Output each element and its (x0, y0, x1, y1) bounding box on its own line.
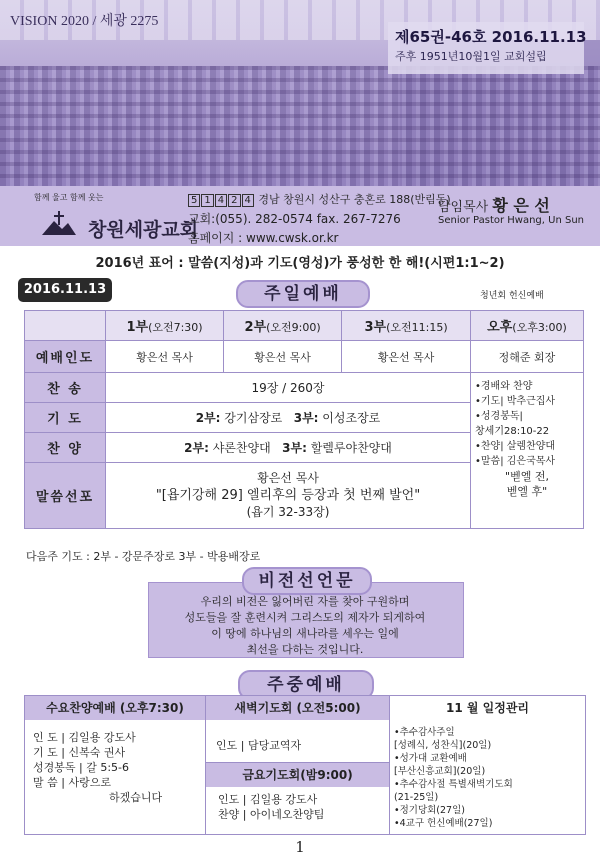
prayer-label: 기 도 (25, 403, 106, 433)
dawn-leader: 인도 | 담당교역자 (216, 739, 302, 752)
wednesday-row: 성경봉독 | 갈 5:5-6 (33, 761, 129, 774)
vision-line: 이 땅에 하나님의 새나라를 세우는 일에 (211, 627, 399, 640)
wednesday-row: 말 씀 | 사랑으로 (33, 776, 111, 789)
church-slogan: 함께 울고 함께 웃는 (34, 193, 104, 202)
schedule-title: 11 월 일정관리 (390, 696, 585, 720)
church-phone: 교회:(055). 282-0574 fax. 267-7276 (188, 212, 401, 226)
vision-statement-heading: 비전선언문 (242, 567, 372, 595)
postal-digit: 4 (215, 194, 227, 207)
schedule-item: •4교구 헌신예배(27일) (394, 818, 493, 829)
youth-note: 청년회 헌신예배 (480, 291, 544, 301)
service-1-header: 1부(오전7:30) (106, 311, 224, 341)
schedule-item: (21-25일) (394, 792, 439, 803)
friday-details (218, 792, 324, 822)
service-2-header: 2부(오전9:00) (224, 311, 342, 341)
dawn-title: 새벽기도회 (오전5:00) (206, 696, 389, 720)
sermon-preacher: 황은선 목사 (257, 471, 319, 485)
vision-line: 최선을 다하는 것입니다. (246, 643, 364, 656)
address-text: 경남 창원시 성산구 충혼로 188(반림동) (258, 193, 451, 206)
corner-cell (25, 311, 106, 341)
friday-row: 인도 | 김일용 강도사 (218, 793, 318, 806)
vision-statement-text (148, 594, 462, 658)
postal-digit: 4 (242, 194, 254, 207)
hymn-numbers: 19장 / 260장 (106, 373, 471, 403)
leader-1: 황은선 목사 (106, 341, 224, 373)
wednesday-row: 기 도 | 신복숙 권사 (33, 746, 126, 759)
page-number: 1 (295, 838, 305, 856)
year-motto: 2016년 표어 : 말씀(지성)과 기도(영성)가 풍성한 한 해!(시편1:1~2) (95, 256, 505, 271)
schedule-list (394, 726, 582, 830)
sunday-service-table (24, 310, 584, 529)
schedule-item: •정기당회(27일) (394, 805, 465, 816)
friday-row: 찬양 | 아이네오찬양팀 (218, 808, 325, 821)
afternoon-item: 창세기28:10-22 (475, 426, 550, 437)
friday-title: 금요기도회(밤9:00) (206, 762, 389, 787)
afternoon-item: •경배와 찬양 (475, 381, 533, 392)
leader-2: 황은선 목사 (224, 341, 342, 373)
date-badge: 2016.11.13 (18, 278, 112, 302)
vision-line: 우리의 비전은 잃어버린 자를 찾아 구원하며 (200, 595, 410, 608)
afternoon-item: •기도| 박추근집사 (475, 396, 556, 407)
schedule-item: [성례식, 성찬식](20일) (394, 740, 492, 751)
afternoon-item: •성경봉독| (475, 411, 523, 422)
schedule-item: •추수감사주일 (394, 727, 455, 738)
afternoon-header: 오후(오후3:00) (471, 311, 584, 341)
sunday-service-heading: 주일예배 (236, 280, 370, 308)
wednesday-details (33, 730, 203, 805)
afternoon-item: •말씀| 김은국목사 (475, 456, 556, 467)
postal-digit: 1 (201, 194, 213, 207)
prayer-assignments: 2부: 강기삼장로 3부: 이성조장로 (106, 403, 471, 433)
founded-date: 주후 1951년10월1일 교회설립 (395, 50, 547, 63)
sermon-label: 말씀선포 (25, 463, 106, 529)
hymn-label: 찬 송 (25, 373, 106, 403)
church-address (188, 191, 451, 207)
pastor-name: 황 은 선 (492, 196, 550, 215)
church-name: 창원세광교회 (88, 219, 199, 241)
praise-label: 찬 양 (25, 433, 106, 463)
schedule-item: •성가대 교환예배 (394, 753, 467, 764)
senior-pastor (438, 193, 550, 216)
schedule-item: •추수감사절 특별새벽기도회 (394, 779, 513, 790)
praise-assignments: 2부: 샤론찬양대 3부: 할렐루야찬양대 (106, 433, 471, 463)
next-week-prayer: 다음주 기도 : 2부 - 강문주장로 3부 - 박용배장로 (26, 550, 261, 563)
afternoon-sermon: "벧엘 전, (505, 470, 549, 483)
sermon-cell (106, 463, 471, 529)
midweek-service-heading: 주중예배 (238, 670, 374, 700)
sermon-reference: (욥기 32-33장) (246, 505, 330, 519)
afternoon-program (471, 373, 584, 529)
service-3-header: 3부(오전11:15) (342, 311, 471, 341)
wednesday-column (25, 696, 206, 834)
postal-digit: 2 (228, 194, 240, 207)
leader-label: 예배인도 (25, 341, 106, 373)
sermon-title: "[욥기강해 29] 엘리후의 등장과 첫 번째 발언" (155, 488, 421, 503)
issue-number: 제65권-46호 2016.11.13 (395, 28, 587, 46)
church-homepage[interactable]: 홈페이지 : www.cwsk.or.kr (188, 231, 339, 245)
leader-afternoon: 정해준 회장 (471, 341, 584, 373)
schedule-column (390, 696, 585, 834)
church-logo-icon (40, 209, 78, 239)
vision-line: 성도들을 잘 훈련시켜 그리스도의 제자가 되게하여 (184, 611, 426, 624)
wednesday-row: 인 도 | 김일용 강도사 (33, 731, 136, 744)
postal-digit: 5 (188, 194, 200, 207)
schedule-item: [부산신흥교회](20일) (394, 766, 486, 777)
afternoon-item: •찬양| 살렘찬양대 (475, 441, 556, 452)
vision-tagline: VISION 2020 / 세광 2275 (10, 14, 159, 29)
afternoon-sermon: 벧엘 후" (506, 485, 548, 498)
pastor-label: 담임목사 (438, 200, 489, 215)
pastor-english-name: Senior Pastor Hwang, Un Sun (438, 215, 585, 226)
midweek-table (24, 695, 586, 835)
wednesday-title: 수요찬양예배 (오후7:30) (25, 696, 205, 720)
wednesday-row: 하겠습니다 (109, 791, 163, 804)
leader-3: 황은선 목사 (342, 341, 471, 373)
dawn-friday-column (206, 696, 390, 834)
